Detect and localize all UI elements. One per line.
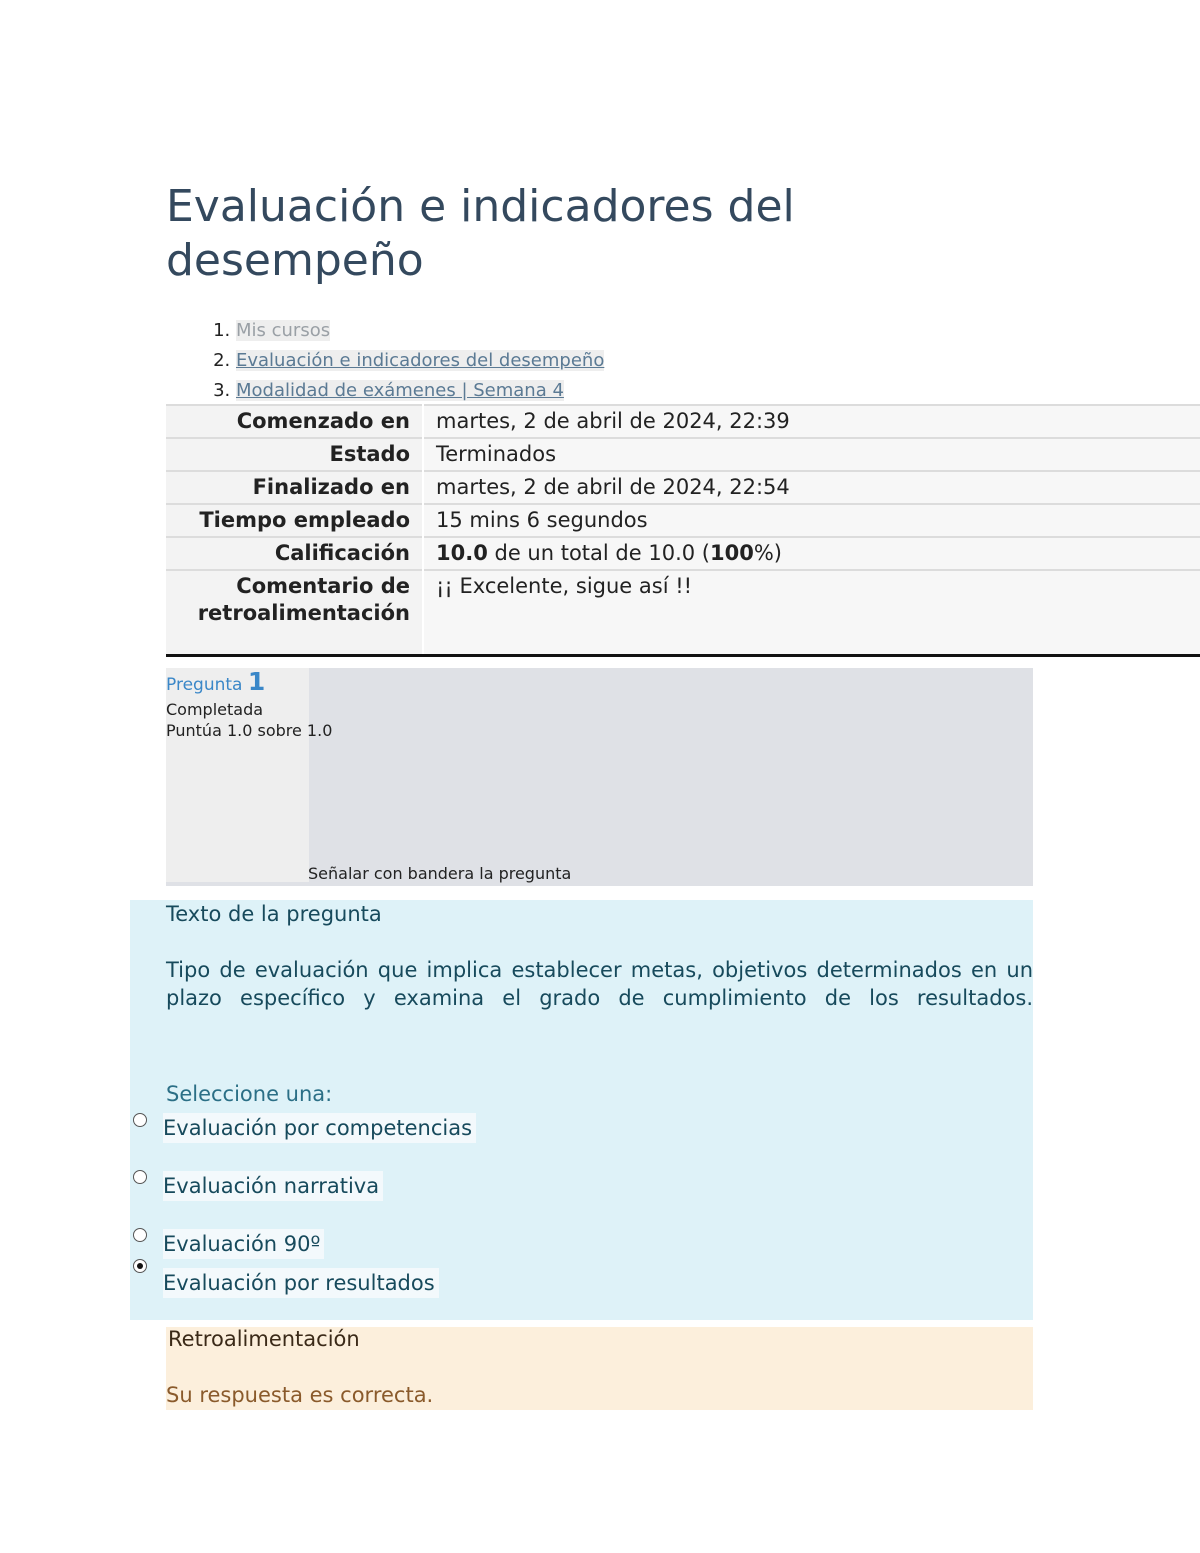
summary-label-finished: Finalizado en xyxy=(166,471,423,504)
grade-score: 10.0 xyxy=(436,541,488,565)
flag-question-link[interactable]: Señalar con bandera la pregunta xyxy=(308,864,572,883)
summary-value-feedback: ¡¡ Excelente, sigue así !! xyxy=(423,570,1200,656)
breadcrumb-item-section xyxy=(236,376,604,406)
answer-option-3-radio[interactable] xyxy=(133,1228,147,1242)
feedback-panel xyxy=(166,1327,1033,1410)
question-text: Tipo de evaluación que implica establecer metas, objetivos determinados en un plazo específico y examina el grado de cumplimiento de los resultados. xyxy=(166,958,1033,1010)
summary-label-state: Estado xyxy=(166,438,423,471)
feedback-heading: Retroalimentación xyxy=(168,1327,360,1351)
summary-row-time-taken xyxy=(166,504,1200,537)
breadcrumb-link-mis-cursos[interactable]: Mis cursos xyxy=(236,320,331,341)
answer-option-2-radio[interactable] xyxy=(133,1170,147,1184)
summary-value-started: martes, 2 de abril de 2024, 22:39 xyxy=(423,405,1200,438)
summary-value-finished: martes, 2 de abril de 2024, 22:54 xyxy=(423,471,1200,504)
breadcrumb-item-course xyxy=(236,346,604,376)
breadcrumb xyxy=(166,316,604,406)
question-number xyxy=(166,668,309,699)
answer-option-4-radio-selected[interactable] xyxy=(133,1259,147,1273)
grade-percent-suffix: %) xyxy=(753,541,782,565)
answer-option-1-radio[interactable] xyxy=(133,1113,147,1127)
summary-value-grade xyxy=(423,537,1200,570)
summary-label-grade: Calificación xyxy=(166,537,423,570)
answer-prompt: Seleccione una: xyxy=(166,1082,333,1106)
attempt-summary-table xyxy=(166,404,1200,657)
summary-value-time-taken: 15 mins 6 segundos xyxy=(423,504,1200,537)
question-text-heading: Texto de la pregunta xyxy=(166,902,382,926)
summary-row-finished xyxy=(166,471,1200,504)
page-title: Evaluación e indicadores del desempeño xyxy=(166,181,795,286)
breadcrumb-link-section[interactable]: Modalidad de exámenes | Semana 4 xyxy=(236,380,564,401)
summary-label-time-taken: Tiempo empleado xyxy=(166,504,423,537)
question-info-header xyxy=(166,667,333,741)
breadcrumb-link-course[interactable]: Evaluación e indicadores del desempeño xyxy=(236,350,605,371)
answer-option-3-label[interactable]: Evaluación 90º xyxy=(163,1229,324,1259)
answer-option-4-label[interactable]: Evaluación por resultados xyxy=(163,1268,439,1298)
summary-label-started: Comenzado en xyxy=(166,405,423,438)
grade-percent: 100 xyxy=(709,541,754,565)
breadcrumb-item-mis-cursos xyxy=(236,316,604,346)
grade-total: de un total de 10.0 ( xyxy=(487,541,710,565)
summary-row-state xyxy=(166,438,1200,471)
summary-value-state: Terminados xyxy=(423,438,1200,471)
answer-option-2-label[interactable]: Evaluación narrativa xyxy=(163,1171,383,1201)
question-content xyxy=(130,900,1033,1320)
summary-label-feedback: Comentario de retroalimentación xyxy=(166,570,423,656)
summary-row-grade xyxy=(166,537,1200,570)
summary-row-feedback xyxy=(166,570,1200,656)
answer-option-1-label[interactable]: Evaluación por competencias xyxy=(163,1113,476,1143)
summary-row-started xyxy=(166,405,1200,438)
question-grade: Puntúa 1.0 sobre 1.0 xyxy=(166,721,333,740)
question-number-prefix: Pregunta xyxy=(166,675,243,695)
feedback-text: Su respuesta es correcta. xyxy=(166,1383,434,1407)
question-state: Completada xyxy=(166,700,264,719)
question-number-value: 1 xyxy=(247,667,266,696)
question-info-panel xyxy=(166,668,1033,886)
